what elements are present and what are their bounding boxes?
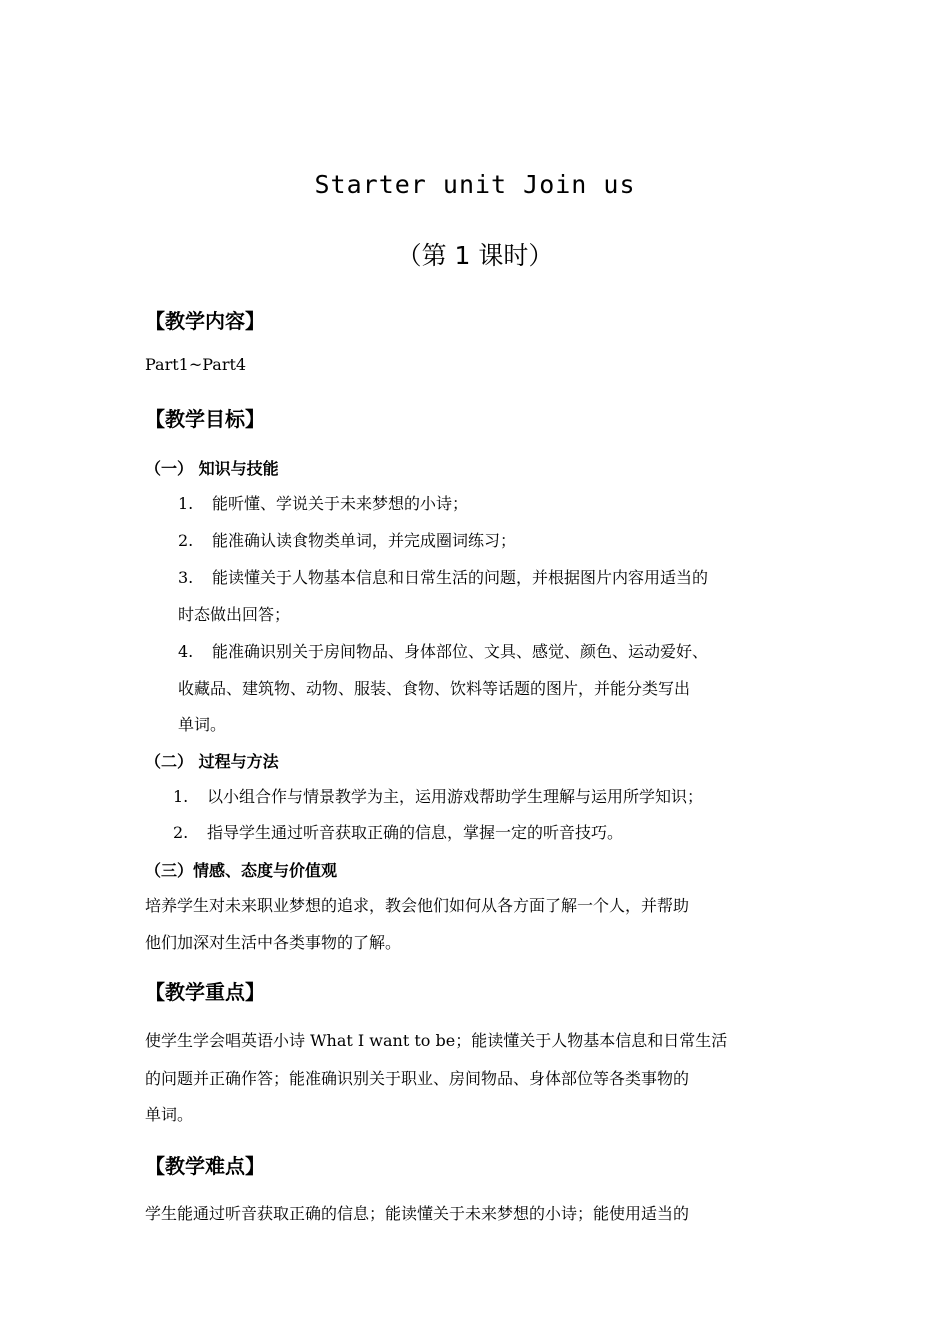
list-text: 能准确识别关于房间物品、身体部位、文具、感觉、颜色、运动爱好、 [212,642,709,661]
list-text: 能听懂、学说关于未来梦想的小诗； [212,494,469,513]
key-points-line3: 单词。 [145,1105,194,1124]
knowledge-item-4-cont2: 单词。 [178,715,227,734]
list-number: 2. [173,823,189,842]
emotion-text-line1: 培养学生对未来职业梦想的追求，教会他们如何从各方面了解一个人，并帮助 [145,896,690,915]
knowledge-item-3-cont: 时态做出回答； [178,605,291,624]
page-title: Starter unit Join us [314,170,636,199]
emotion-heading: （三）情感、态度与价值观 [145,861,338,880]
process-item-2 [173,820,623,843]
content-text: Part1~Part4 [145,355,247,374]
key-points-line2: 的问题并正确作答；能准确识别关于职业、房间物品、身体部位等各类事物的 [145,1069,690,1088]
knowledge-heading: （一） 知识与技能 [145,459,279,478]
knowledge-item-2 [178,528,516,551]
list-number: 2. [178,531,194,550]
list-number: 1. [178,494,194,513]
list-text: 指导学生通过听音获取正确的信息，掌握一定的听音技巧。 [207,823,624,842]
objectives-heading: 【教学目标】 [145,407,265,431]
list-number: 4. [178,642,194,661]
list-number: 3. [178,568,194,587]
list-number: 1. [173,787,189,806]
lesson-subtitle: （第 1 课时） [396,241,554,270]
emotion-text-line2: 他们加深对生活中各类事物的了解。 [145,933,402,952]
knowledge-item-3 [178,565,708,588]
process-heading: （二） 过程与方法 [145,752,279,771]
knowledge-item-4-cont: 收藏品、建筑物、动物、服装、食物、饮料等话题的图片，并能分类写出 [178,679,691,698]
content-heading: 【教学内容】 [145,309,265,333]
key-points-heading: 【教学重点】 [145,980,265,1004]
list-text: 能准确认读食物类单词，并完成圈词练习； [212,531,517,550]
difficulties-line1: 学生能通过听音获取正确的信息；能读懂关于未来梦想的小诗；能使用适当的 [145,1204,690,1223]
difficulties-heading: 【教学难点】 [145,1154,265,1178]
list-text: 以小组合作与情景教学为主，运用游戏帮助学生理解与运用所学知识； [207,787,704,806]
knowledge-item-4 [178,639,708,662]
key-points-line1: 使学生学会唱英语小诗 What I want to be；能读懂关于人物基本信息和日常生活 [145,1031,728,1050]
process-item-1 [173,784,703,807]
list-text: 能读懂关于人物基本信息和日常生活的问题，并根据图片内容用适当的 [212,568,709,587]
knowledge-item-1 [178,491,468,514]
